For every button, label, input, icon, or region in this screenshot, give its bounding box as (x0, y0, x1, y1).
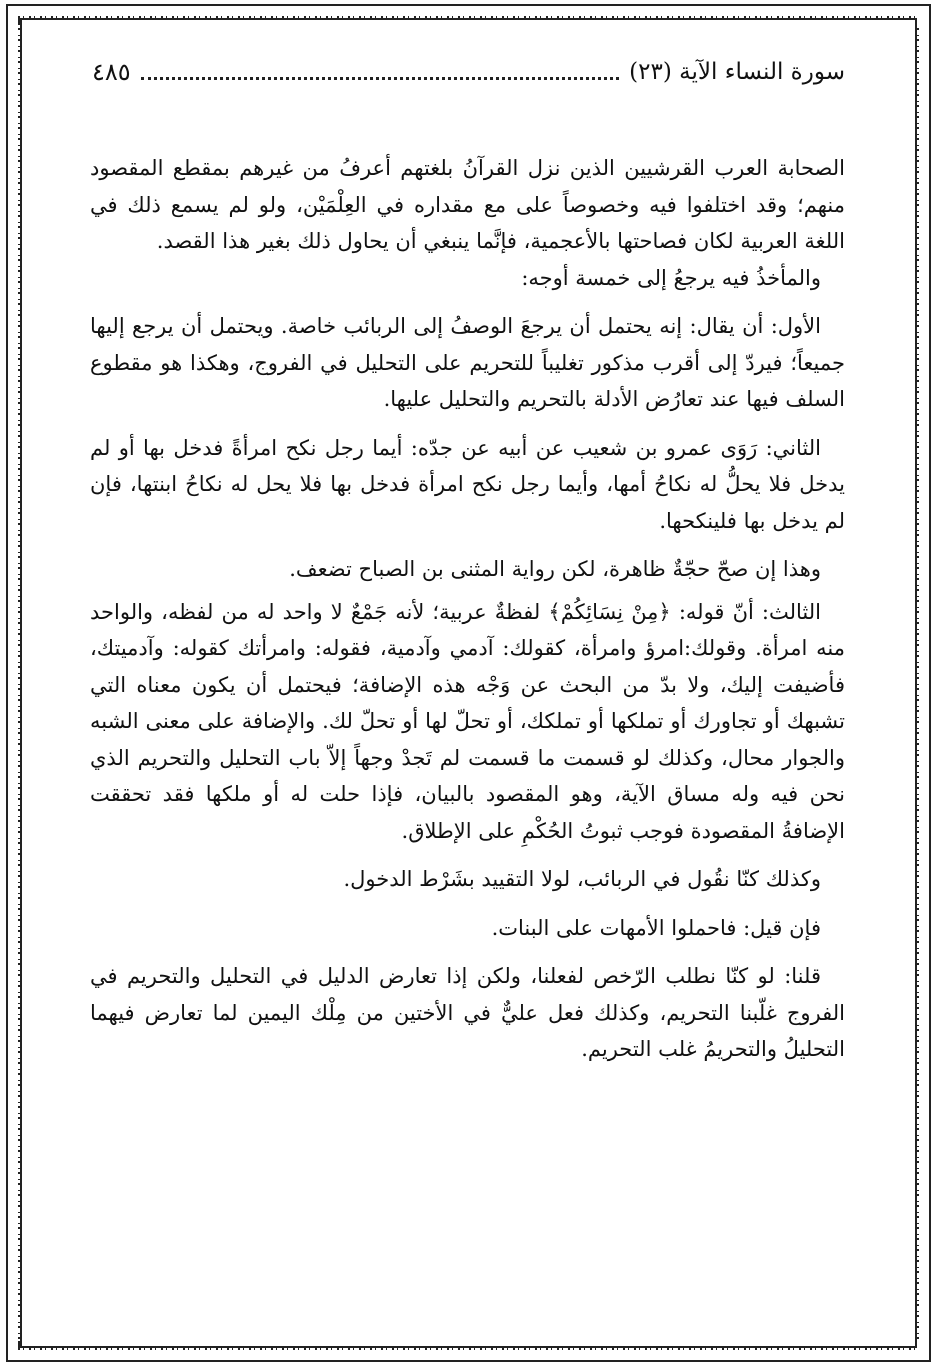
page-number: ٤٨٥ (92, 58, 131, 86)
body-text (90, 150, 845, 1068)
paragraph-2: والمأخذُ فيه يرجعُ إلى خمسة أوجه: (521, 265, 821, 290)
header-dot-leader (141, 77, 619, 80)
paragraph-5: وهذا إن صحّ حجّةٌ ظاهرة، لكن رواية المثنى بن الصباح تضعف. (289, 557, 821, 581)
paragraph-3: الأول: أن يقال: إنه يحتمل أن يرجعَ الوصفُ إلى الربائب خاصة. ويحتمل أن يرجع إليها جميعاً؛ فيردّ إلى أقرب مذكور تغليباً للتحريم على التحليل في الفروج، وهكذا هو مقطوع السلف فيها عند تعارُض الأدلة بالتحريم والتحليل عليها. (90, 314, 845, 411)
paragraph-4: الثاني: رَوَى عمرو بن شعيب عن أبيه عن جدّه: أيما رجل نكح امرأةً فدخل بها أو لم يدخل فلا يحلُّ له نكاحُ أمها، وأيما رجل نكح امرأة فدخل بها فلا يحل له نكاحُ ابنتها، فإن لم يدخل بها فلينكحها. (90, 435, 845, 533)
running-header (92, 52, 845, 92)
header-title: سورة النساء الآية (٢٣) (629, 59, 845, 85)
paragraph-8: فإن قيل: فاحملوا الأمهات على البنات. (491, 915, 821, 940)
paragraph-9: قلنا: لو كنّا نطلب الرّخص لفعلنا، ولكن إذا تعارض الدليل في التحليل والتحريم في الفروج غلّبنا التحريم، وكذلك فعل عليٌّ في الأختين من مِلْك اليمين لما تعارض فيهما التحليلُ والتحريمُ غلب التحريم. (90, 964, 845, 1061)
paragraph-7: وكذلك كنّا نقُول في الربائب، لولا التقييد بشَرْط الدخول. (343, 867, 821, 891)
paragraph-6: الثالث: أنّ قوله: ﴿مِنْ نِسَائِكُمْ﴾ لفظةٌ عربية؛ لأنه جَمْعٌ لا واحد له من لفظه، والواحد منه امرأة. وقولك:امرؤ وامرأة، كقولك: آدمي وآدمية، فقوله: وامرأتك كقوله: وآدميتك، فأضيفت إليك، ولا بدّ من البحث عن وَجْه هذه الإضافة؛ فيحتمل أن يكون معناه التي تشبهك أو تجاورك أو تملكها أو تملكك، أو تحلّ لها أو تحلّ لك. والإضافة على معنى الشبه والجوار محال، وكذلك لو قسمت ما قسمت لم تَجدْ وجهاً إلاّ باب التحليل والتحريم الذي نحن فيه وله مساق الآية، وهو المقصود بالبيان، فإذا حلت له أو ملكها فقد تحققت الإضافةُ المقصودة فوجب ثبوتُ الحُكْمِ على الإطلاق. (90, 599, 845, 843)
paragraph-1: الصحابة العرب القرشيين الذين نزل القرآنُ بلغتهم أعرفُ من غيرهم بمقطع المقصود منهم؛ وقد اختلفوا فيه وخصوصاً على مع مقداره في العِلْمَيْن، ولو لم يسمع ذلك في اللغة العربية لكان فصاحتها بالأعجمية، فإنَّما ينبغي أن يحاول ذلك بغير هذا القصد. (90, 156, 845, 253)
